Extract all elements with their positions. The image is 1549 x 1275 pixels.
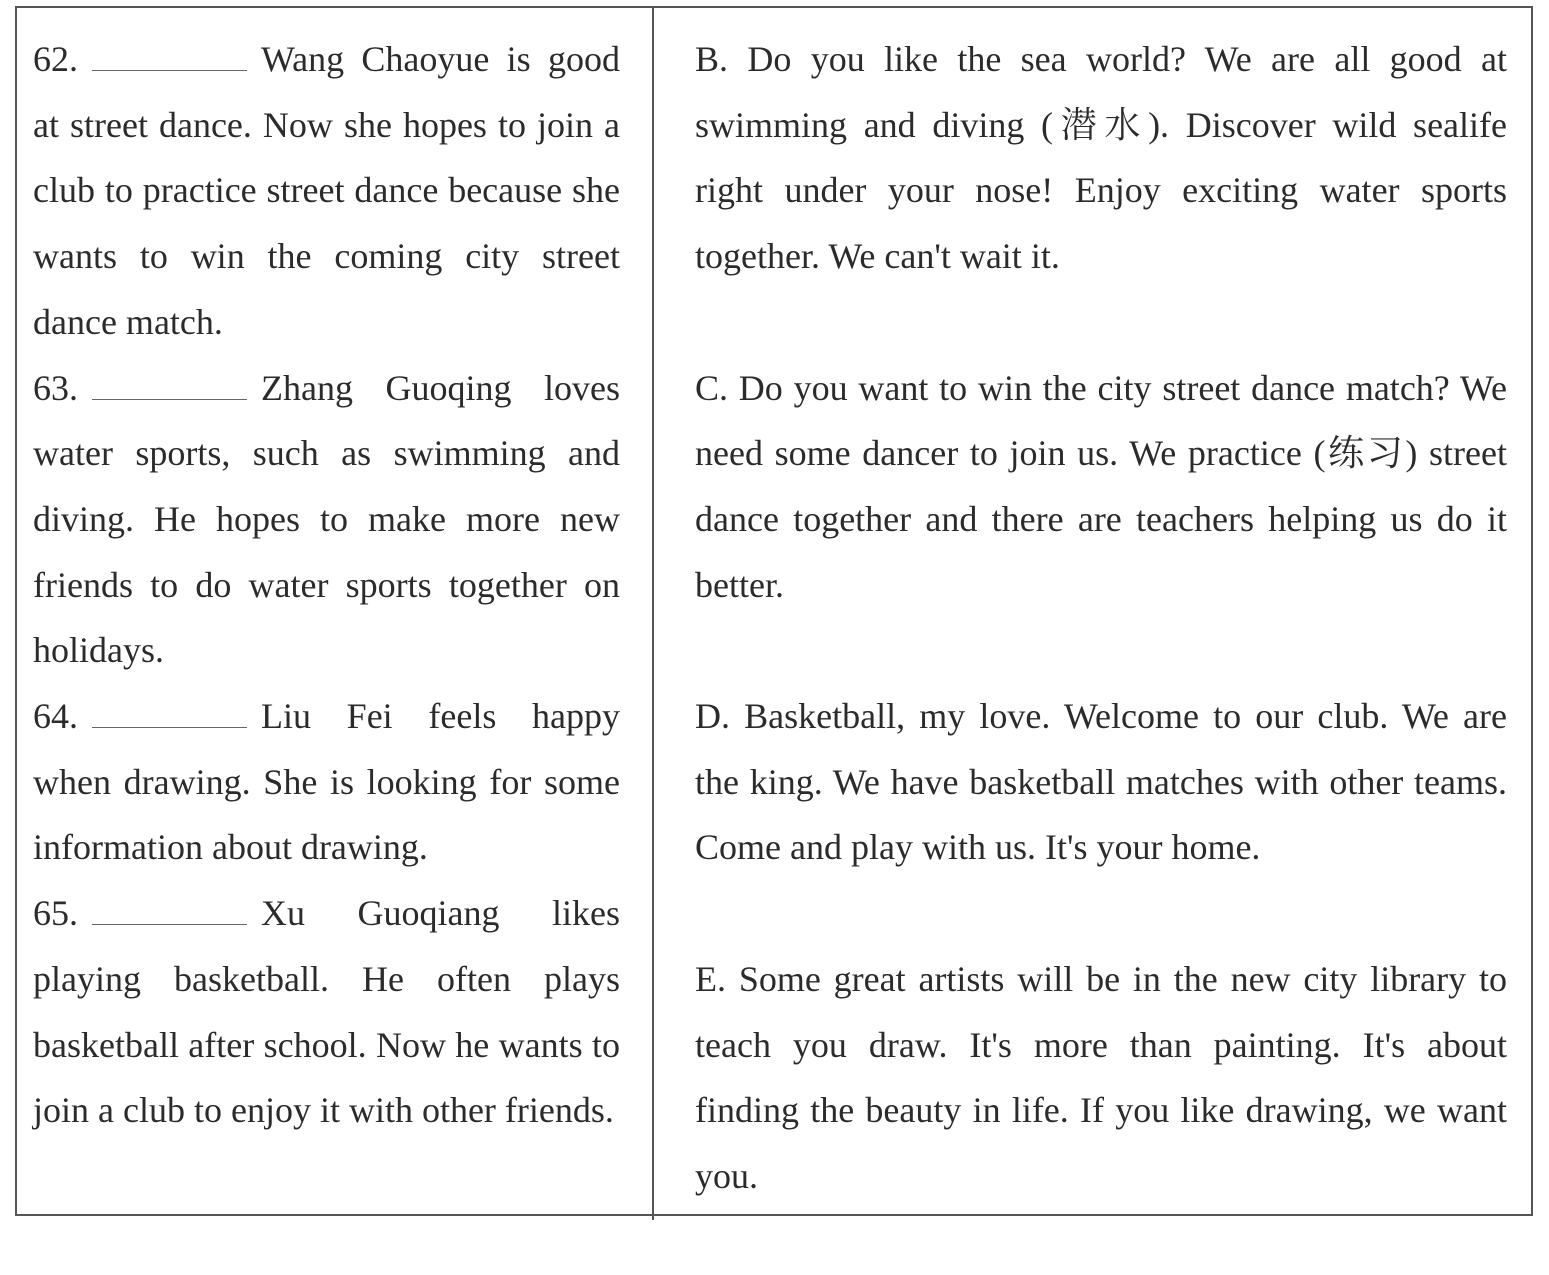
question-64 bbox=[33, 684, 620, 881]
question-number: 62. bbox=[33, 39, 78, 79]
option-c: C. Do you want to win the city street dance match? We need some dancer to join us. We practice (练习) street dance together and there are teachers helping us do it better. bbox=[695, 367, 1507, 605]
answer-blank[interactable] bbox=[92, 699, 247, 728]
option-e: E. Some great artists will be in the new city library to teach you draw. It's more than painting. It's about finding the beauty in life. If you like drawing, we want you. bbox=[695, 958, 1507, 1196]
question-number: 65. bbox=[33, 893, 78, 934]
question-text: Wang Chaoyue is good at street dance. Now she hopes to join a club to practice street dance because she wants to win the coming city street dance match. bbox=[33, 39, 620, 342]
question-text: Liu Fei feels happy when drawing. She is looking for some information about drawing. bbox=[33, 696, 620, 868]
option-d: D. Basketball, my love. Welcome to our club. We are the king. We have basketball matches with other teams. Come and play with us. It's your home. bbox=[695, 696, 1507, 868]
question-number: 64. bbox=[33, 696, 78, 736]
questions-column bbox=[33, 27, 620, 1210]
answer-blank[interactable] bbox=[92, 42, 247, 71]
answer-blank[interactable] bbox=[92, 896, 247, 925]
question-text: Zhang Guoqing loves water sports, such as swimming and diving. He hopes to make more new friends to do water sports together on holidays. bbox=[33, 367, 620, 671]
question-number: 63. bbox=[33, 367, 78, 408]
column-divider bbox=[652, 6, 654, 1220]
question-65 bbox=[33, 881, 620, 1210]
question-62 bbox=[33, 27, 620, 356]
question-63 bbox=[33, 356, 620, 685]
question-text: Xu Guoqiang likes playing basketball. He often plays basketball after school. Now he wants to join a club to enjoy it with other friends. bbox=[33, 893, 620, 1131]
options-column bbox=[695, 27, 1507, 1275]
option-b: B. Do you like the sea world? We are all good at swimming and diving (潜水). Discover wild sealife right under your nose! Enjoy exciting water sports together. We can't wait it. bbox=[695, 39, 1507, 277]
answer-blank[interactable] bbox=[92, 371, 247, 400]
